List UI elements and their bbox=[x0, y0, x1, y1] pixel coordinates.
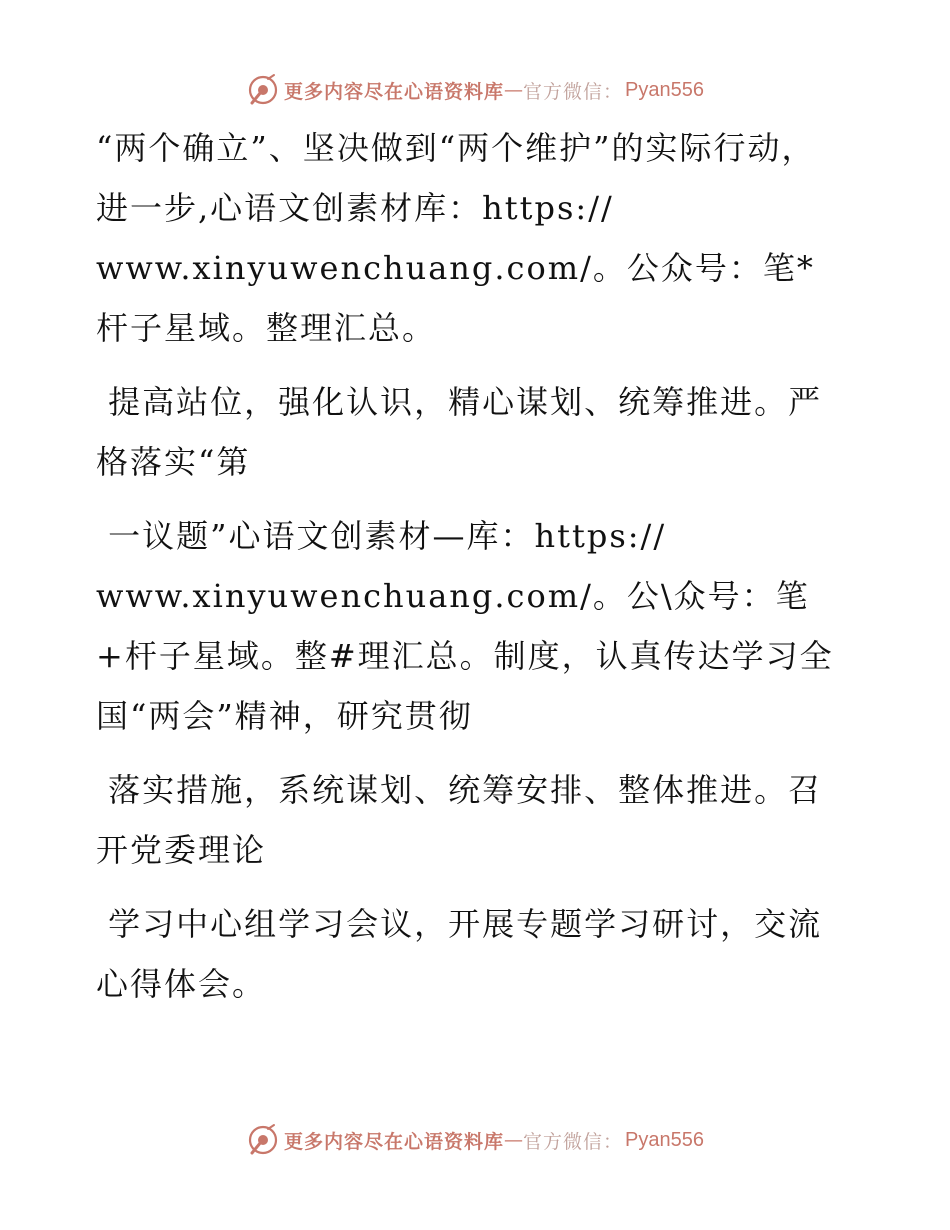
footer-wechat-id: Pyan556 bbox=[625, 1128, 704, 1151]
document-body bbox=[96, 118, 836, 1028]
footer-dash: — bbox=[504, 1129, 524, 1151]
banner-wechat-id: Pyan556 bbox=[625, 78, 704, 101]
banner-dash: — bbox=[504, 79, 524, 101]
footer-official-label: 官方微信： bbox=[523, 1130, 624, 1153]
footer-brand-text: 更多内容尽在心语资料库 bbox=[284, 1130, 505, 1153]
footer-banner bbox=[0, 1120, 950, 1160]
pen-circle-logo-icon bbox=[246, 1123, 280, 1157]
paragraph-2: 提高站位，强化认识，精心谋划、统筹推进。严格落实“第 bbox=[96, 383, 823, 481]
paragraph-5: 学习中心组学习会议，开展专题学习研讨，交流心得体会。 bbox=[96, 905, 823, 1003]
paragraph-1: “两个确立”、坚决做到“两个维护”的实际行动，进一步,心语文创素材库：https:// www.xinyuwenchuang.com/。公众号：笔*杆子星域。整理汇总。 bbox=[96, 129, 816, 347]
header-banner bbox=[0, 70, 950, 110]
banner-brand-text: 更多内容尽在心语资料库 bbox=[284, 80, 505, 103]
paragraph-4: 落实措施，系统谋划、统筹安排、整体推进。召开党委理论 bbox=[96, 771, 823, 869]
banner-official-label: 官方微信： bbox=[523, 80, 624, 103]
pen-circle-logo-icon bbox=[246, 73, 280, 107]
paragraph-3: 一议题”心语文创素材—库：https:// www.xinyuwenchuang.com/。公\众号：笔+杆子星域。整#理汇总。制度，认真传达学习全国“两会”精神，研究贯彻 bbox=[96, 517, 834, 735]
